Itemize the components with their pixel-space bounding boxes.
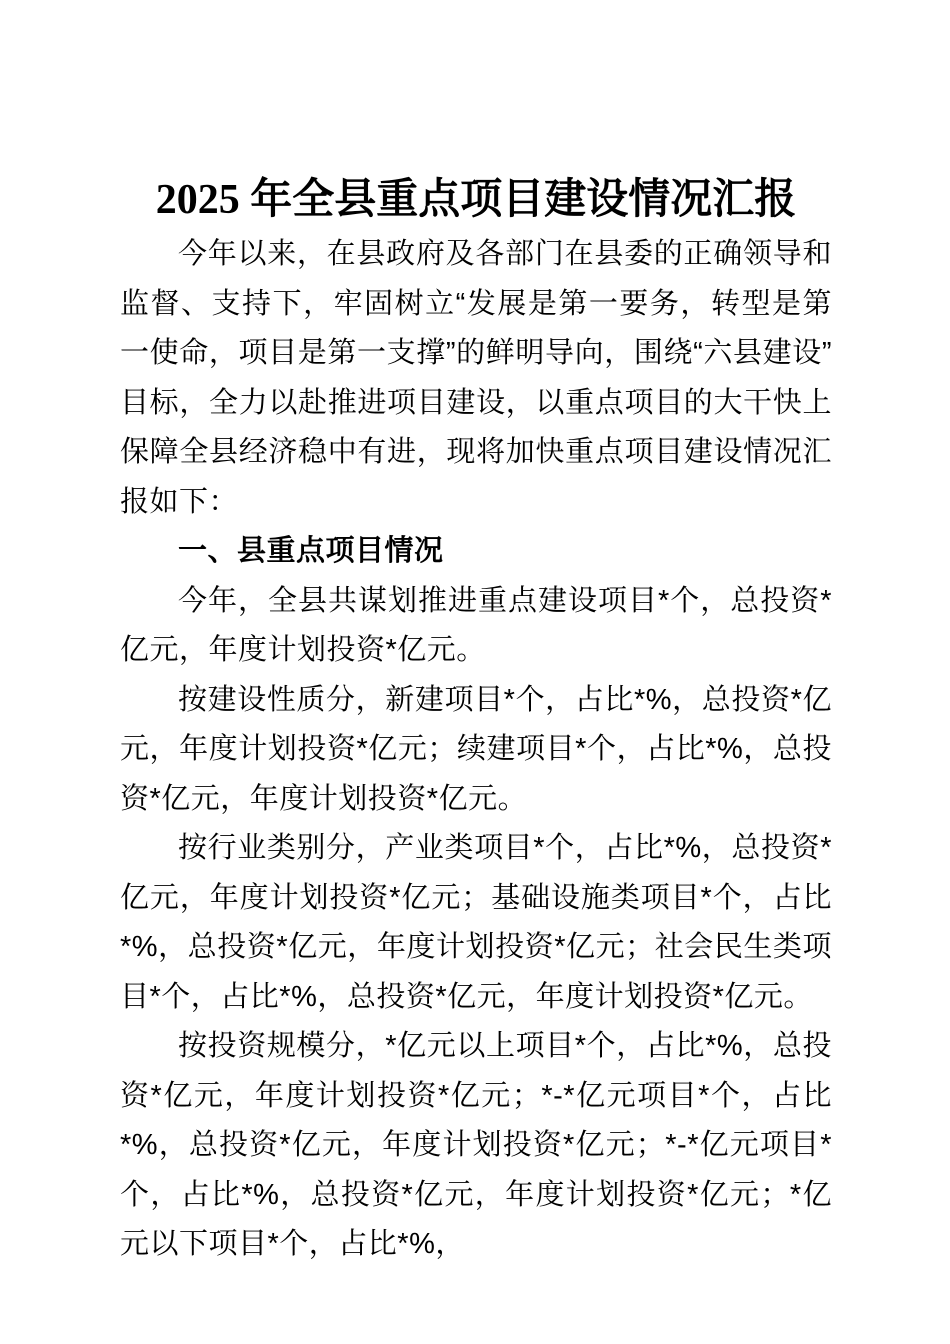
- document-content: [120, 170, 832, 1270]
- document-title: 2025 年全县重点项目建设情况汇报: [155, 177, 797, 223]
- section-heading-county-key-projects: 一、县重点项目情况: [178, 535, 444, 567]
- paragraph-intro: 今年以来，在县政府及各部门在县委的正确领导和监督、支持下，牢固树立“发展是第一要务，转型是第一使命，项目是第一支撑”的鲜明导向，围绕“六县建设”目标，全力以赴推进项目建设，以重点项目的大干快上保障全县经济稳中有进，现将加快重点项目建设情况汇报如下：: [120, 238, 832, 518]
- paragraph-overall-totals: 今年，全县共谋划推进重点建设项目*个，总投资*亿元，年度计划投资*亿元。: [120, 584, 832, 666]
- paragraph-by-industry-category: 按行业类别分，产业类项目*个，占比*%，总投资*亿元，年度计划投资*亿元；基础设施类项目*个，占比*%，总投资*亿元，年度计划投资*亿元；社会民生类项目*个，占比*%，总投资*亿元，年度计划投资*亿元。: [120, 832, 832, 1013]
- paragraph-by-investment-scale: 按投资规模分，*亿元以上项目*个，占比*%，总投资*亿元，年度计划投资*亿元；*-*亿元项目*个，占比*%，总投资*亿元，年度计划投资*亿元；*-*亿元项目*个，占比*%，总投资*亿元，年度计划投资*亿元；*亿元以下项目*个，占比*%，: [120, 1030, 832, 1260]
- paragraph-by-construction-nature: 按建设性质分，新建项目*个，占比*%，总投资*亿元，年度计划投资*亿元；续建项目*个，占比*%，总投资*亿元，年度计划投资*亿元。: [120, 683, 832, 815]
